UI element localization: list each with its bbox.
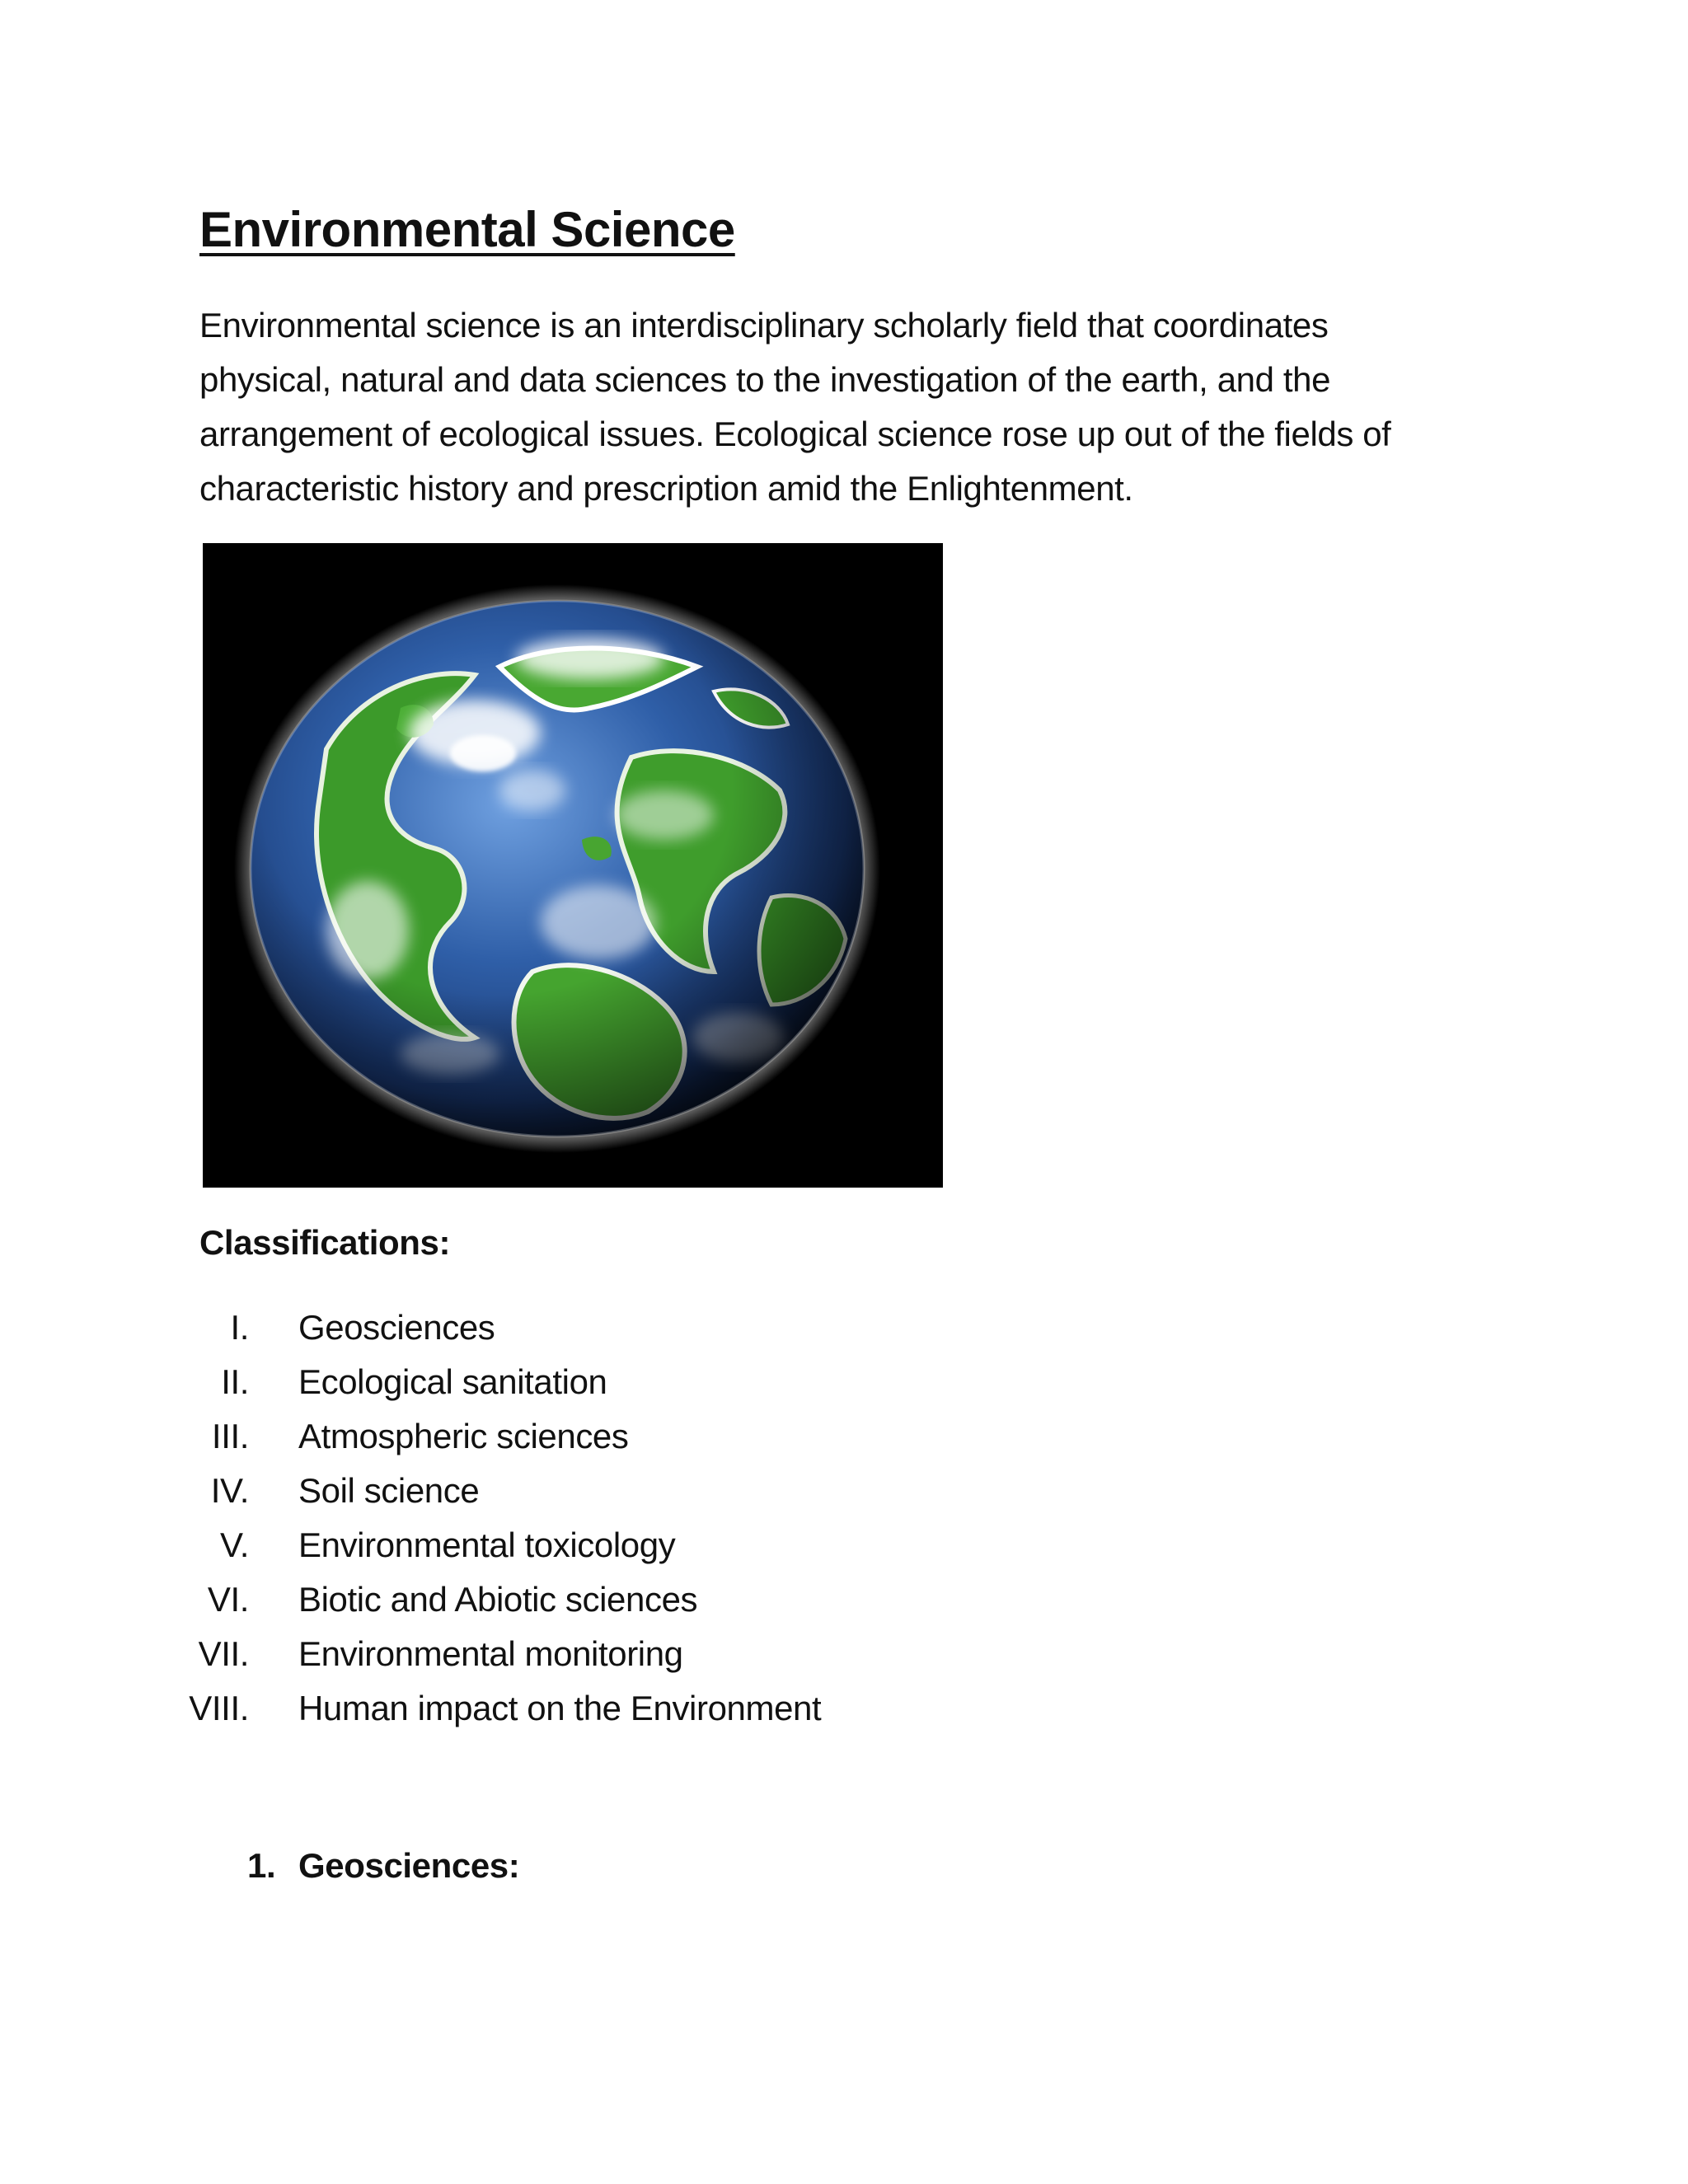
list-item bbox=[0, 1409, 1154, 1464]
list-item bbox=[0, 1572, 1154, 1627]
intro-line: physical, natural and data sciences to the investigation of the earth, and the bbox=[199, 360, 1331, 399]
section-heading-number: 1. bbox=[247, 1846, 276, 1885]
classifications-list bbox=[0, 1301, 1154, 1736]
list-item-numeral: I. bbox=[230, 1308, 249, 1347]
intro-paragraph bbox=[199, 298, 1485, 516]
list-item-numeral: VIII. bbox=[189, 1689, 249, 1727]
list-item-text: Environmental monitoring bbox=[298, 1634, 683, 1673]
list-item bbox=[0, 1627, 1154, 1681]
earth-globe-image bbox=[203, 543, 943, 1188]
list-item-text: Biotic and Abiotic sciences bbox=[298, 1580, 698, 1619]
list-item-text: Geosciences bbox=[298, 1308, 495, 1347]
section-heading-text: Geosciences: bbox=[298, 1846, 520, 1885]
list-item bbox=[0, 1355, 1154, 1409]
list-item bbox=[0, 1518, 1154, 1572]
list-item bbox=[0, 1681, 1154, 1736]
list-item-numeral: III. bbox=[211, 1417, 249, 1455]
list-item-text: Atmospheric sciences bbox=[298, 1417, 629, 1455]
section-heading bbox=[247, 1846, 519, 1886]
earth-globe-illustration bbox=[203, 543, 943, 1188]
list-item-text: Environmental toxicology bbox=[298, 1526, 676, 1564]
list-item-numeral: II. bbox=[221, 1362, 249, 1401]
intro-line: arrangement of ecological issues. Ecological science rose up out of the fields of bbox=[199, 415, 1391, 453]
list-item-numeral: IV. bbox=[210, 1471, 249, 1510]
list-item-text: Human impact on the Environment bbox=[298, 1689, 822, 1727]
intro-line: characteristic history and prescription amid the Enlightenment. bbox=[199, 469, 1133, 508]
list-item-numeral: VII. bbox=[198, 1634, 249, 1673]
list-item bbox=[0, 1301, 1154, 1355]
list-item-text: Soil science bbox=[298, 1471, 480, 1510]
list-item bbox=[0, 1464, 1154, 1518]
intro-line: Environmental science is an interdisciplinary scholarly field that coordinates bbox=[199, 306, 1329, 344]
list-item-text: Ecological sanitation bbox=[298, 1362, 607, 1401]
classifications-label: Classifications: bbox=[199, 1223, 451, 1262]
page-title: Environmental Science bbox=[199, 202, 735, 257]
list-item-numeral: VI. bbox=[207, 1580, 249, 1619]
list-item-numeral: V. bbox=[219, 1526, 249, 1564]
